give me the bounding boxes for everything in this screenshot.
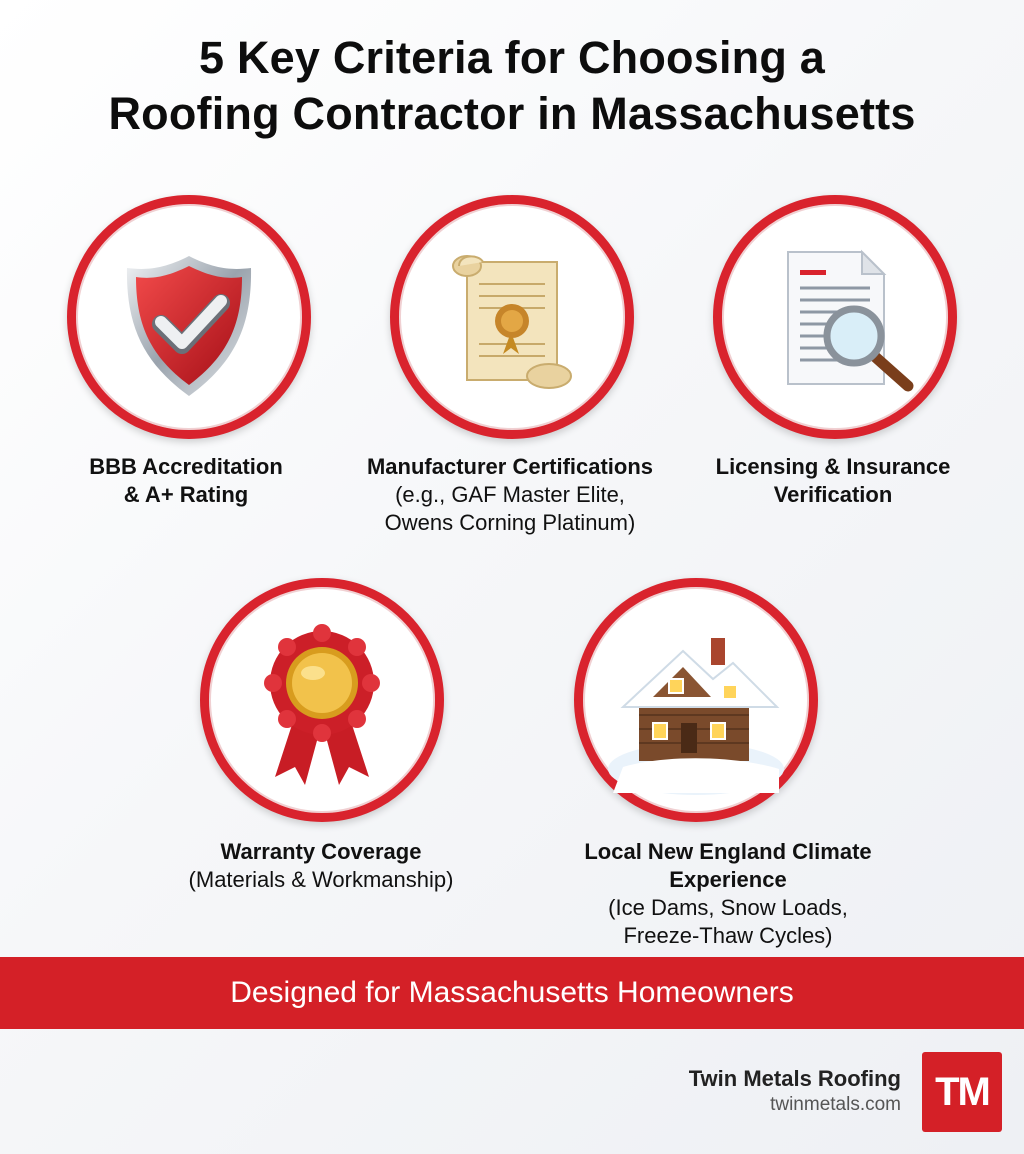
manufacturer-sub-1: (e.g., GAF Master Elite, — [395, 482, 625, 507]
bbb-head-1: BBB Accreditation — [89, 454, 283, 479]
manufacturer-sub-2: Owens Corning Platinum) — [384, 510, 636, 535]
shield-check-icon — [76, 204, 302, 430]
title-line-2: Roofing Contractor in Massachusetts — [108, 88, 916, 139]
page-title — [0, 30, 1024, 142]
climate-sub-2: Freeze-Thaw Cycles) — [623, 923, 833, 948]
licensing-label — [663, 453, 1003, 509]
climate-sub-1: (Ice Dams, Snow Loads, — [608, 895, 848, 920]
snowy-house-icon — [583, 587, 809, 813]
warranty-label — [151, 838, 491, 894]
bbb-circle — [67, 195, 311, 439]
licensing-circle — [713, 195, 957, 439]
brand-logo-text: TM — [935, 1069, 989, 1114]
licensing-head-1: Licensing & Insurance — [715, 454, 951, 479]
brand-url[interactable]: twinmetals.com — [770, 1094, 901, 1115]
certificate-scroll-icon — [399, 204, 625, 430]
climate-circle — [574, 578, 818, 822]
banner-text: Designed for Massachusetts Homeowners — [230, 976, 794, 1009]
bbb-head-2: & A+ Rating — [123, 482, 249, 507]
warranty-sub: (Materials & Workmanship) — [188, 867, 454, 892]
warranty-head: Warranty Coverage — [220, 839, 422, 864]
manufacturer-label — [340, 453, 680, 537]
bbb-label — [16, 453, 356, 509]
award-ribbon-icon — [209, 587, 435, 813]
banner — [0, 957, 1024, 1029]
climate-head: Local New England Climate Experience — [584, 839, 872, 892]
document-magnifier-icon — [722, 204, 948, 430]
warranty-circle — [200, 578, 444, 822]
climate-label — [544, 838, 912, 950]
manufacturer-circle — [390, 195, 634, 439]
title-line-1: 5 Key Criteria for Choosing a — [199, 32, 825, 83]
brand-block — [689, 1066, 901, 1116]
brand-name: Twin Metals Roofing — [688, 1066, 901, 1091]
licensing-head-2: Verification — [773, 482, 893, 507]
brand-logo — [922, 1052, 1002, 1132]
manufacturer-head: Manufacturer Certifications — [366, 454, 654, 479]
